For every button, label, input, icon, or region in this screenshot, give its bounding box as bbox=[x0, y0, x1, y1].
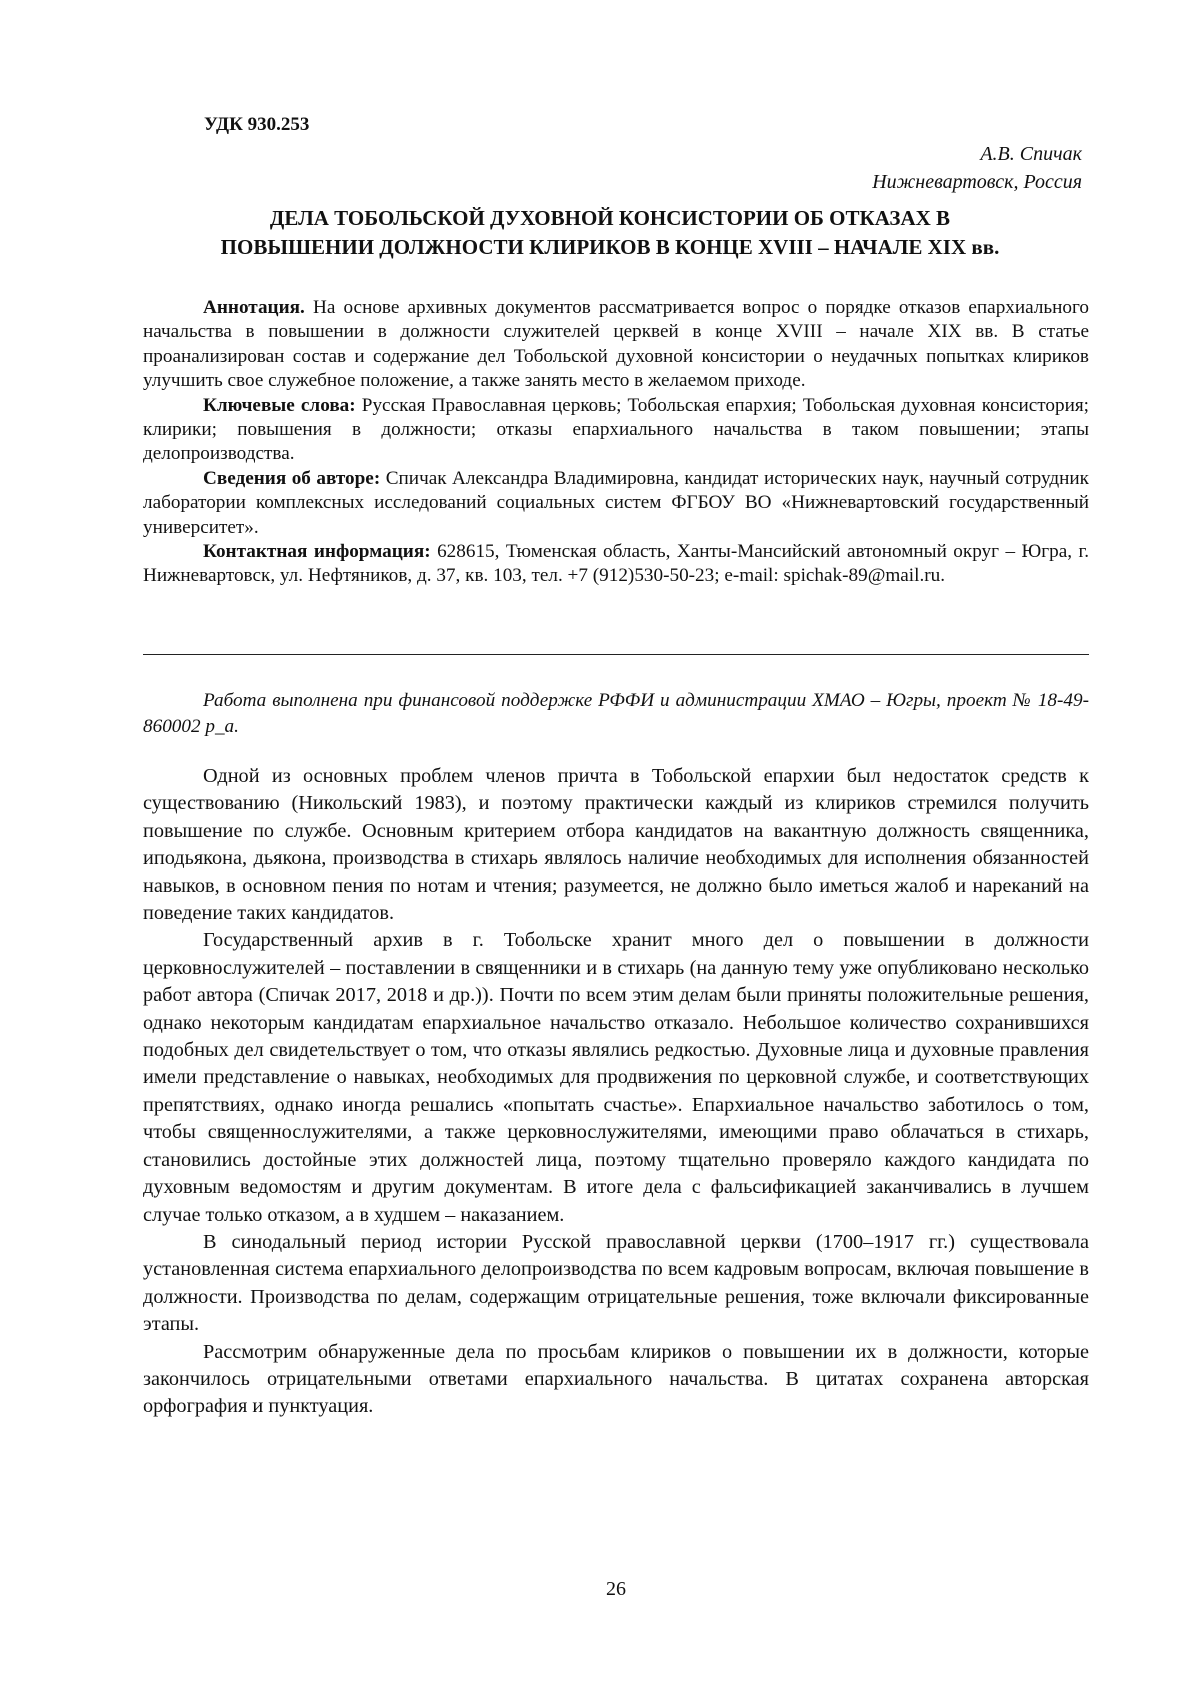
article-metadata bbox=[143, 296, 1089, 589]
author-info-label: Сведения об авторе: bbox=[203, 467, 381, 489]
author-info-paragraph bbox=[143, 467, 1089, 540]
abstract-text: На основе архивных документов рассматривается вопрос о порядке отказов епархиального начальства в повышении в должности служителей церквей в конце XVIII – начале XIX вв. В статье проанализирован состав и содержание дел Тобольской духовной консистории о неудачных попытках клириков улучшить свое служебное положение, а также занять место в желаемом приходе. bbox=[143, 297, 1090, 392]
author-info-text: Спичак Александра Владимировна, кандидат исторических наук, научный сотрудник лаборатории комплексных исследований социальных систем ФГБОУ ВО «Нижневартовский государственный университет». bbox=[143, 467, 1089, 538]
author-location: Нижневартовск, Россия bbox=[872, 171, 1082, 193]
funding-text: Работа выполнена при финансовой поддержке РФФИ и администрации ХМАО – Югры, проект № 18-49-860002 р_а. bbox=[143, 690, 1089, 737]
keywords-text: Русская Православная церковь; Тобольская епархия; Тобольская духовная консистория; клирики; повышения в должности; отказы епархиального начальства в таком повышении; этапы делопроизводства. bbox=[143, 394, 1090, 465]
section-divider bbox=[143, 654, 1089, 655]
body-paragraph: Одной из основных проблем членов причта в Тобольской епархии был недостаток средств к существованию (Никольский 1983), и поэтому практически каждый из клириков стремился получить повышение по службе. Основным критерием отбора кандидатов на вакантную должность священника, иподьякона, дьякона, производства в стихарь являлось наличие необходимых для исполнения обязанностей навыков, в основном пения по нотам и чтения; разумеется, не должно было иметься жалоб и нареканий на поведение таких кандидатов. bbox=[143, 765, 1089, 925]
author-block bbox=[582, 140, 1082, 196]
abstract-label: Аннотация. bbox=[203, 297, 305, 318]
funding-note bbox=[143, 688, 1089, 740]
contact-paragraph bbox=[143, 540, 1089, 589]
body-paragraph: В синодальный период истории Русской православной церкви (1700–1917 гг.) существовала установленная система епархиального делопроизводства по всем кадровым вопросам, включая повышение в должности. Производства по делам, содержащим отрицательные решения, тоже включали фиксированные этапы. bbox=[143, 1230, 1089, 1336]
contact-label: Контактная информация: bbox=[203, 541, 431, 563]
udk-code: УДК 930.253 bbox=[204, 114, 310, 135]
body-paragraph: Рассмотрим обнаруженные дела по просьбам клириков о повышении их в должности, которые закончилось отрицательными ответами епархиального начальства. В цитатах сохранена авторская орфография и пунктуация. bbox=[143, 1340, 1089, 1418]
title-line-2: ПОВЫШЕНИИ ДОЛЖНОСТИ КЛИРИКОВ В КОНЦЕ XVIII – НАЧАЛЕ XIX вв. bbox=[220, 235, 1000, 259]
contact-text: 628615, Тюменская область, Ханты-Мансийский автономный округ – Югра, г. Нижневартовск, ул. Нефтяников, д. 37, кв. 103, тел. +7 (912)530-50-23; e-mail: spichak-89@mail.ru. bbox=[143, 541, 1089, 587]
author-name: А.В. Спичак bbox=[980, 143, 1082, 165]
body-paragraph: Государственный архив в г. Тобольске хранит много дел о повышении в должности церковнослужителей – поставлении в священники и в стихарь (на данную тему уже опубликовано несколько работ автора (Спичак 2017, 2018 и др.)). Почти по всем этим делам были приняты положительные решения, однако некоторым кандидатам епархиальное начальство отказало. Небольшое количество сохранившихся подобных дел свидетельствует о том, что отказы являлись редкостью. Духовные лица и духовные правления имели представление о навыках, необходимых для продвижения по церковной службе, и соответствующих препятствиях, однако иногда решались «попытать счастье». Епархиальное начальство заботилось о том, чтобы священнослужителями, а также церковнослужителями, имеющими право облачаться в стихарь, становились достойные этих должностей лица, поэтому тщательно проверяло каждого кандидата по духовным ведомостям и другим документам. В итоге дела с фальсификацией заканчивались в лучшем случае только отказом, а в худшем – наказанием. bbox=[143, 929, 1089, 1226]
page-number: 26 bbox=[606, 1578, 626, 1600]
title-line-1: ДЕЛА ТОБОЛЬСКОЙ ДУХОВНОЙ КОНСИСТОРИИ ОБ ОТКАЗАХ В bbox=[269, 206, 951, 230]
abstract-paragraph bbox=[143, 296, 1089, 394]
article-body bbox=[143, 763, 1089, 1421]
keywords-label: Ключевые слова: bbox=[203, 394, 356, 416]
article-title bbox=[140, 204, 1080, 262]
keywords-paragraph bbox=[143, 394, 1089, 467]
